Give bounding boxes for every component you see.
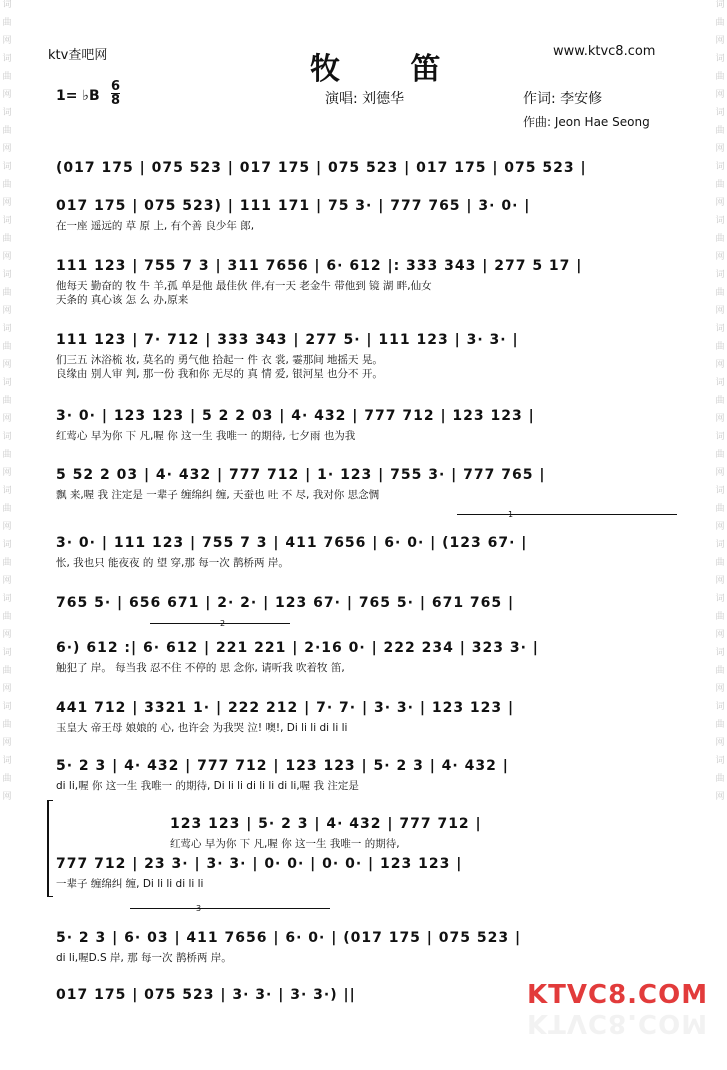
time-signature [111, 80, 120, 107]
side-watermark-char: 曲 [715, 288, 725, 298]
side-watermark-char: 词 [2, 162, 12, 172]
site-name: ktv查吧网 [48, 48, 108, 63]
side-watermark-char: 词 [715, 432, 725, 442]
score-row-notes: 111 123 | 7· 712 | 333 343 | 277 5· | 111 123 | 3· 3· | [56, 332, 519, 348]
side-watermark-char: 曲 [715, 180, 725, 190]
singer: 演唱: 刘德华 [325, 91, 405, 107]
side-watermark-char: 网 [715, 684, 725, 694]
side-watermark-char: 词 [2, 54, 12, 64]
score-row-lyrics: 一辈子 缠绵纠 缠, Di li li di li li [56, 878, 204, 890]
side-watermark-char: 网 [715, 306, 725, 316]
side-watermark-char: 曲 [715, 396, 725, 406]
volta-1-number: 1 [508, 510, 514, 519]
side-watermark-char: 网 [2, 792, 12, 802]
system-bracket [47, 800, 53, 897]
side-watermark-char: 网 [2, 90, 12, 100]
score-row-notes: 5· 2 3 | 4· 432 | 777 712 | 123 123 | 5· 2 3 | 4· 432 | [56, 758, 509, 774]
score-row-notes: 765 5· | 656 671 | 2· 2· | 123 67· | 765 5· | 671 765 | [56, 595, 515, 611]
side-watermark-char: 曲 [2, 18, 12, 28]
side-watermark-char: 网 [715, 792, 725, 802]
side-watermark-char: 曲 [715, 126, 725, 136]
side-watermark-char: 网 [715, 414, 725, 424]
side-watermark-char: 网 [715, 576, 725, 586]
side-watermark-char: 曲 [2, 720, 12, 730]
side-watermark-char: 网 [2, 144, 12, 154]
lyricist: 作词: 李安修 [523, 91, 603, 107]
side-watermark-char: 词 [2, 378, 12, 388]
score-row-lyrics: 他每天 勤奋的 牧 牛 羊,孤 单是他 最佳伙 伴,有一天 老金牛 带他到 镜 湖 畔,仙女 [56, 280, 432, 292]
side-watermark-char: 词 [715, 540, 725, 550]
side-watermark-char: 曲 [2, 504, 12, 514]
side-watermark-char: 曲 [715, 234, 725, 244]
song-title: 牧 笛 [310, 52, 471, 87]
score-row-lyrics: 红莺心 早为你 下 凡,喔 你 这一生 我唯一 的期待, [170, 838, 400, 850]
side-watermark-char: 网 [715, 522, 725, 532]
side-watermark-char: 网 [715, 144, 725, 154]
side-watermark-char: 网 [715, 738, 725, 748]
score-row-notes: 5· 2 3 | 6· 03 | 411 7656 | 6· 0· | (017 175 | 075 523 | [56, 930, 522, 946]
side-watermark-char: 曲 [715, 720, 725, 730]
score-row-notes: 5 52 2 03 | 4· 432 | 777 712 | 1· 123 | 755 3· | 777 765 | [56, 467, 546, 483]
side-watermark-char: 曲 [2, 396, 12, 406]
side-watermark-char: 词 [715, 486, 725, 496]
side-watermark-char: 词 [2, 432, 12, 442]
score-row-lyrics: 天条的 真心该 怎 么 办,原来 [56, 294, 189, 306]
side-watermark-char: 词 [715, 648, 725, 658]
volta-2-number: 2 [220, 619, 226, 628]
score-row-notes: 441 712 | 3321 1· | 222 212 | 7· 7· | 3· 3· | 123 123 | [56, 700, 515, 716]
side-watermark-char: 词 [715, 702, 725, 712]
side-watermark-char: 网 [2, 252, 12, 262]
side-watermark-char: 网 [715, 630, 725, 640]
score-row-notes: 017 175 | 075 523) | 111 171 | 75 3· | 777 765 | 3· 0· | [56, 198, 531, 214]
side-watermark-char: 词 [2, 540, 12, 550]
score-row-notes: (017 175 | 075 523 | 017 175 | 075 523 | 017 175 | 075 523 | [56, 160, 587, 176]
side-watermark-char: 网 [2, 468, 12, 478]
score-row-lyrics: di li,喔D.S 岸, 那 每一次 鹊桥两 岸。 [56, 952, 232, 964]
side-watermark-char: 曲 [715, 72, 725, 82]
side-watermark-char: 词 [2, 108, 12, 118]
side-watermark-char: 网 [2, 306, 12, 316]
side-watermark-char: 词 [715, 324, 725, 334]
side-watermark-char: 网 [715, 468, 725, 478]
score-row-lyrics: 飘 来,喔 我 注定是 一辈子 缠绵纠 缠, 天蚕也 吐 不 尽, 我对你 思念惆 [56, 489, 380, 501]
side-watermark-char: 词 [715, 108, 725, 118]
side-watermark-char: 网 [715, 90, 725, 100]
side-watermark-char: 词 [715, 162, 725, 172]
side-watermark-char: 网 [2, 414, 12, 424]
side-watermark-char: 网 [2, 36, 12, 46]
side-watermark-char: 词 [2, 756, 12, 766]
side-watermark-left [0, 0, 14, 1070]
side-watermark-char: 曲 [2, 234, 12, 244]
side-watermark-char: 词 [715, 378, 725, 388]
logo-reflection-text: KTVC8.COM [527, 1008, 709, 1038]
side-watermark-char: 曲 [2, 774, 12, 784]
side-watermark-char: 曲 [715, 612, 725, 622]
side-watermark-char: 词 [2, 270, 12, 280]
key-signature: 1= ♭B [56, 88, 100, 104]
logo-text: KTVC8.COM [527, 980, 709, 1010]
side-watermark-char: 词 [715, 216, 725, 226]
ktvc8-logo [527, 980, 708, 1010]
side-watermark-char: 曲 [2, 288, 12, 298]
side-watermark-char: 网 [2, 576, 12, 586]
side-watermark-char: 曲 [2, 612, 12, 622]
score-row-lyrics: 怅, 我也只 能夜夜 的 望 穿,那 每一次 鹊桥两 岸。 [56, 557, 289, 569]
side-watermark-char: 词 [2, 324, 12, 334]
side-watermark-char: 网 [715, 36, 725, 46]
side-watermark-char: 曲 [715, 342, 725, 352]
score-row-notes: 6·) 612 :| 6· 612 | 221 221 | 2·16 0· | 222 234 | 323 3· | [56, 640, 539, 656]
side-watermark-char: 曲 [715, 504, 725, 514]
side-watermark-char: 曲 [2, 666, 12, 676]
side-watermark-char: 词 [2, 648, 12, 658]
score-row-notes: 777 712 | 23 3· | 3· 3· | 0· 0· | 0· 0· | 123 123 | [56, 856, 463, 872]
side-watermark-char: 曲 [715, 666, 725, 676]
volta-3-number: 3 [196, 904, 202, 913]
score-row-lyrics: di li,喔 你 这一生 我唯一 的期待, Di li li di li li di li,喔 我 注定是 [56, 780, 359, 792]
side-watermark-char: 曲 [2, 558, 12, 568]
side-watermark-char: 曲 [715, 18, 725, 28]
score-row-lyrics: 玉皇大 帝王母 娘娘的 心, 也许会 为我哭 泣! 噢!, Di li li di li li [56, 722, 348, 734]
side-watermark-char: 网 [2, 738, 12, 748]
side-watermark-char: 曲 [2, 72, 12, 82]
time-signature-top: 6 [111, 79, 121, 94]
side-watermark-char: 曲 [2, 126, 12, 136]
side-watermark-char: 曲 [2, 180, 12, 190]
side-watermark-char: 曲 [715, 774, 725, 784]
side-watermark-char: 网 [715, 198, 725, 208]
side-watermark-char: 词 [715, 756, 725, 766]
score-row-lyrics: 触犯了 岸。 每当我 忍不住 不停的 思 念你, 请听我 吹着牧 笛, [56, 662, 345, 674]
score-row-lyrics: 在一座 遥远的 草 原 上, 有个善 良少年 郎, [56, 220, 255, 232]
score-row-notes: 3· 0· | 111 123 | 755 7 3 | 411 7656 | 6· 0· | (123 67· | [56, 535, 528, 551]
side-watermark-char: 词 [715, 594, 725, 604]
score-row-notes: 111 123 | 755 7 3 | 311 7656 | 6· 612 |: 333 343 | 277 5 17 | [56, 258, 583, 274]
side-watermark-char: 网 [2, 630, 12, 640]
score-row-notes: 123 123 | 5· 2 3 | 4· 432 | 777 712 | [170, 816, 482, 832]
volta-3 [130, 908, 330, 909]
side-watermark-char: 网 [715, 252, 725, 262]
site-url[interactable]: www.ktvc8.com [553, 44, 656, 59]
side-watermark-char: 曲 [2, 450, 12, 460]
score-row-lyrics: 们三五 沐浴梳 妆, 莫名的 勇气他 拾起一 件 衣 裳, 霎那间 地摇天 晃。 [56, 354, 383, 366]
side-watermark-char: 词 [2, 486, 12, 496]
side-watermark-char: 词 [715, 54, 725, 64]
side-watermark-char: 曲 [715, 450, 725, 460]
score-row-lyrics: 红莺心 早为你 下 凡,喔 你 这一生 我唯一 的期待, 七夕雨 也为我 [56, 430, 356, 442]
score-row-notes: 3· 0· | 123 123 | 5 2 2 03 | 4· 432 | 777 712 | 123 123 | [56, 408, 535, 424]
time-signature-bottom: 8 [111, 93, 121, 108]
side-watermark-char: 网 [2, 360, 12, 370]
side-watermark-char: 网 [715, 360, 725, 370]
side-watermark-right [713, 0, 727, 1070]
side-watermark-char: 网 [2, 522, 12, 532]
score-row-lyrics: 良缘由 别人审 判, 那一份 我和你 无尽的 真 情 爱, 银河星 也分不 开。 [56, 368, 383, 380]
volta-1 [457, 514, 677, 515]
side-watermark-char: 词 [2, 0, 12, 10]
side-watermark-char: 词 [715, 0, 725, 10]
composer: 作曲: Jeon Hae Seong [523, 115, 650, 129]
side-watermark-char: 曲 [715, 558, 725, 568]
side-watermark-char: 词 [2, 594, 12, 604]
side-watermark-char: 词 [715, 270, 725, 280]
logo-reflection [527, 1008, 708, 1038]
side-watermark-char: 网 [2, 684, 12, 694]
side-watermark-char: 网 [2, 198, 12, 208]
side-watermark-char: 曲 [2, 342, 12, 352]
side-watermark-char: 词 [2, 216, 12, 226]
side-watermark-char: 词 [2, 702, 12, 712]
score-row-notes: 017 175 | 075 523 | 3· 3· | 3· 3·) || [56, 987, 356, 1003]
